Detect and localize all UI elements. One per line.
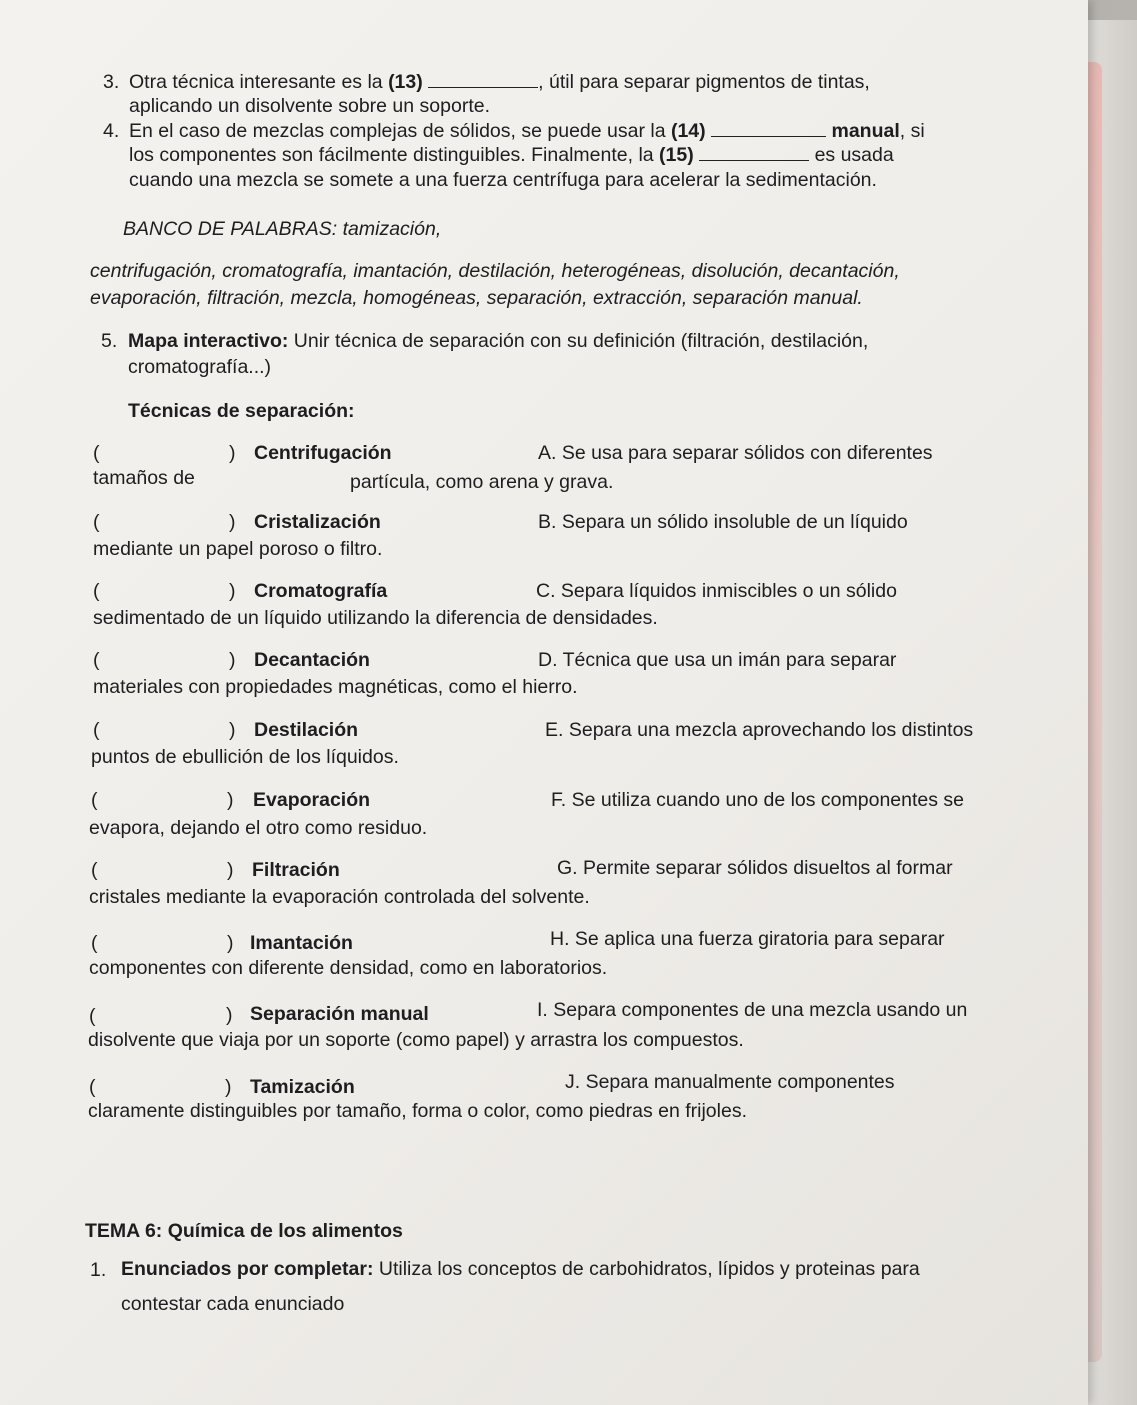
definition-line2: partícula, como arena y grava. xyxy=(350,471,614,493)
q5-line2: cromatografía...) xyxy=(128,356,272,378)
open-paren: ( xyxy=(91,932,98,954)
q4-number: 4. xyxy=(103,120,120,142)
close-paren: ) xyxy=(227,859,234,881)
definition-line2: claramente distinguibles por tamaño, forma o color, como piedras en frijoles. xyxy=(88,1100,747,1122)
technique-term: Decantación xyxy=(254,649,370,671)
q4-line2: los componentes son fácilmente distinguibles. Finalmente, la (15) es usada xyxy=(129,144,894,166)
q4-line1: En el caso de mezclas complejas de sólidos, se puede usar la (14) manual, si xyxy=(129,120,925,142)
tema6-q1-number: 1. xyxy=(90,1259,107,1281)
section-title: TEMA 6: Química de los alimentos xyxy=(85,1220,403,1242)
definition-line2: cristales mediante la evaporación controlada del solvente. xyxy=(89,886,590,908)
close-paren: ) xyxy=(229,719,236,741)
close-paren: ) xyxy=(225,1076,232,1098)
open-paren: ( xyxy=(93,649,100,671)
word-bank-line2: evaporación, filtración, mezcla, homogéneas, separación, extracción, separación manual. xyxy=(90,287,863,309)
open-paren: ( xyxy=(93,719,100,741)
answer-slot[interactable] xyxy=(111,859,221,881)
answer-slot[interactable] xyxy=(109,1005,219,1027)
q4-line3: cuando una mezcla se somete a una fuerza centrífuga para acelerar la sedimentación. xyxy=(129,169,877,191)
answer-slot[interactable] xyxy=(113,719,223,741)
definition-line2: sedimentado de un líquido utilizando la diferencia de densidades. xyxy=(93,607,658,629)
definition-line2: evapora, dejando el otro como residuo. xyxy=(89,817,428,839)
close-paren: ) xyxy=(227,932,234,954)
open-paren: ( xyxy=(89,1076,96,1098)
open-paren: ( xyxy=(89,1005,96,1027)
open-paren: ( xyxy=(91,859,98,881)
open-paren: ( xyxy=(93,442,100,464)
technique-term: Filtración xyxy=(252,859,340,881)
q3-line2: aplicando un disolvente sobre un soporte. xyxy=(129,95,490,117)
q4-ref15: (15) xyxy=(659,144,694,166)
q3-ref: (13) xyxy=(388,71,423,93)
definition-lead: tamaños de xyxy=(93,467,195,489)
definition-line2: mediante un papel poroso o filtro. xyxy=(93,538,383,560)
techniques-subtitle: Técnicas de separación: xyxy=(128,400,355,422)
technique-term: Cristalización xyxy=(254,511,381,533)
word-bank-title: BANCO DE PALABRAS: tamización, xyxy=(123,218,442,240)
technique-term: Separación manual xyxy=(250,1003,429,1025)
open-paren: ( xyxy=(93,580,100,602)
definition-line1: D. Técnica que usa un imán para separar xyxy=(538,649,897,671)
definition-line1: J. Separa manualmente componentes xyxy=(565,1071,895,1093)
definition-line1: F. Se utiliza cuando uno de los componentes se xyxy=(551,789,965,811)
q4-blank15[interactable] xyxy=(699,144,809,161)
close-paren: ) xyxy=(229,511,236,533)
definition-line2: disolvente que viaja por un soporte (como papel) y arrastra los compuestos. xyxy=(88,1029,744,1051)
q5-number: 5. xyxy=(101,330,118,352)
definition-line1: H. Se aplica una fuerza giratoria para separar xyxy=(550,928,945,950)
close-paren: ) xyxy=(229,580,236,602)
close-paren: ) xyxy=(229,649,236,671)
definition-line2: puntos de ebullición de los líquidos. xyxy=(91,746,399,768)
technique-term: Centrifugación xyxy=(254,442,392,464)
word-bank-line1: centrifugación, cromatografía, imantación, destilación, heterogéneas, disolución, decantación, xyxy=(90,260,900,282)
open-paren: ( xyxy=(93,511,100,533)
definition-line1: A. Se usa para separar sólidos con diferentes xyxy=(538,442,933,464)
tema6-q1-line1: Enunciados por completar: Utiliza los conceptos de carbohidratos, lípidos y proteinas para xyxy=(121,1258,920,1280)
q4-blank14[interactable] xyxy=(711,120,826,137)
open-paren: ( xyxy=(91,789,98,811)
close-paren: ) xyxy=(229,442,236,464)
technique-term: Cromatografía xyxy=(254,580,388,602)
answer-slot[interactable] xyxy=(111,789,221,811)
close-paren: ) xyxy=(227,789,234,811)
q3-number: 3. xyxy=(103,71,120,93)
answer-slot[interactable] xyxy=(113,511,223,533)
answer-slot[interactable] xyxy=(113,580,223,602)
technique-term: Tamización xyxy=(250,1076,355,1098)
tema6-q1-line2: contestar cada enunciado xyxy=(121,1293,345,1315)
technique-term: Evaporación xyxy=(253,789,371,811)
q5-line1: Mapa interactivo: Unir técnica de separación con su definición (filtración, destilación, xyxy=(128,330,869,352)
definition-line1: E. Separa una mezcla aprovechando los distintos xyxy=(545,719,974,741)
q4-ref14: (14) xyxy=(670,120,706,142)
definition-line1: I. Separa componentes de una mezcla usando un xyxy=(537,999,968,1021)
definition-line1: C. Separa líquidos inmiscibles o un sólido xyxy=(536,580,897,602)
q3-line1: Otra técnica interesante es la (13) , útil para separar pigmentos de tintas, xyxy=(129,71,870,93)
definition-line1: B. Separa un sólido insoluble de un líquido xyxy=(538,511,908,533)
answer-slot[interactable] xyxy=(109,1076,219,1098)
answer-slot[interactable] xyxy=(113,442,223,464)
technique-term: Destilación xyxy=(254,719,359,741)
answer-slot[interactable] xyxy=(113,649,223,671)
close-paren: ) xyxy=(226,1004,233,1026)
definition-line2: componentes con diferente densidad, como en laboratorios. xyxy=(89,957,608,979)
technique-term: Imantación xyxy=(250,932,353,954)
answer-slot[interactable] xyxy=(111,932,221,954)
definition-line1: G. Permite separar sólidos disueltos al formar xyxy=(557,857,953,879)
q3-blank[interactable] xyxy=(428,71,538,88)
definition-line2: materiales con propiedades magnéticas, como el hierro. xyxy=(93,676,578,698)
